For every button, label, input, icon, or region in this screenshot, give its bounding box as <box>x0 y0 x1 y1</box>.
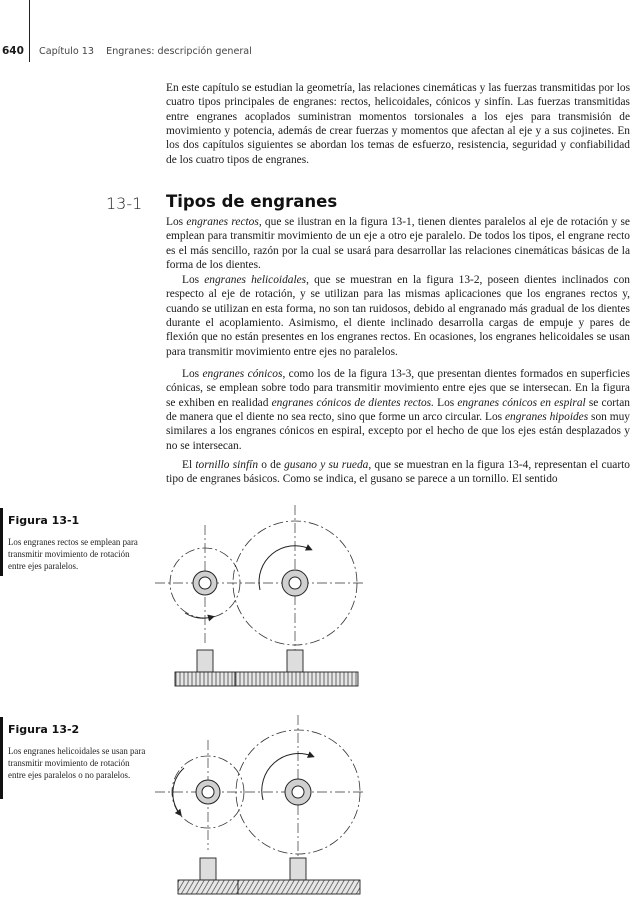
paragraph-worm-gears: El tornillo sinfín o de gusano y su rueda, que se muestran en la figura 13-4, representan el cuarto tipo de engranes básicos. Como se indica, el gusano se parece a un tornillo. El sentido <box>166 459 630 486</box>
running-header: Capítulo 13 Engranes: descripción general <box>39 46 252 57</box>
section-number: 13-1 <box>106 194 143 213</box>
paragraph-spur-gears: Los engranes rectos, que se ilustran en la figura 13-1, tienen dientes paralelos al eje de rotación y se emplean para transmitir movimiento de un eje a otro eje paralelo. De todos los tipos, el engrane recto es el más sencillo, razón por la cual se usará para desarrollar las relaciones cinemáticas básicas de la forma de los dientes. <box>166 216 630 272</box>
intro-paragraph: En este capítulo se estudian la geometría, las relaciones cinemáticas y las fuerzas transmitidas por los cuatro tipos principales de engranes: rectos, helicoidales, cónicos y sinfín. Las fuerzas transmitidas entre engranes acoplados suministran momentos torsionales a los ejes para transmisión de movimiento y potencia, además de crear fuerzas y momentos que afectan al eje y a sus cojinetes. En los dos capítulos siguientes se abordan los temas de esfuerzo, resistencia, seguridad y confiabilidad de los cuatro tipos de engranes. <box>166 82 630 166</box>
figure-2-bar <box>0 717 3 799</box>
helical-gears-illustration <box>150 710 370 904</box>
header-rule <box>29 0 30 62</box>
paragraph-helical-gears: Los engranes helicoidales, que se muestran en la figura 13-2, poseen dientes inclinados con respecto al eje de rotación, y se utilizan para las mismas aplicaciones que los engranes rectos y, cuando se utilizan en esta forma, no son tan ruidosos, debido al engranado más gradual de los dientes durante el acoplamiento. Asimismo, el diente inclinado desarrolla cargas de empuje y pares de flexión que no están presentes en los engranes rectos. En ocasiones, los engranes helicoidales se usan para transmitir movimiento entre ejes no paralelos. <box>166 274 630 358</box>
page-number: 640 <box>2 45 24 57</box>
figure-1-caption: Los engranes rectos se emplean para transmitir movimiento de rotación entre ejes paralelos. <box>8 537 138 571</box>
spur-gears-illustration <box>150 505 370 695</box>
figure-1-bar <box>0 508 3 576</box>
paragraph-bevel-gears: Los engranes cónicos, como los de la figura 13-3, que presentan dientes formados en superficies cónicas, se emplean sobre todo para transmitir movimiento entre ejes que se intersecan. En la figura se exhiben en realidad engranes cónicos de dientes rectos. Los engranes cónicos en espiral se cortan de manera que el diente no sea recto, sino que forme un arco circular. Los engranes hipoides son muy similares a los engranes cónicos en espiral, excepto por el hecho de que los ejes están desplazados y no se intersecan. <box>166 368 630 452</box>
section-title: Tipos de engranes <box>166 192 338 211</box>
figure-1-label: Figura 13-1 <box>8 514 80 527</box>
figure-2-caption: Los engranes helicoidales se usan para transmitir movimiento de rotación entre ejes paralelos o no paralelos. <box>8 746 146 780</box>
figure-2-label: Figura 13-2 <box>8 723 80 736</box>
